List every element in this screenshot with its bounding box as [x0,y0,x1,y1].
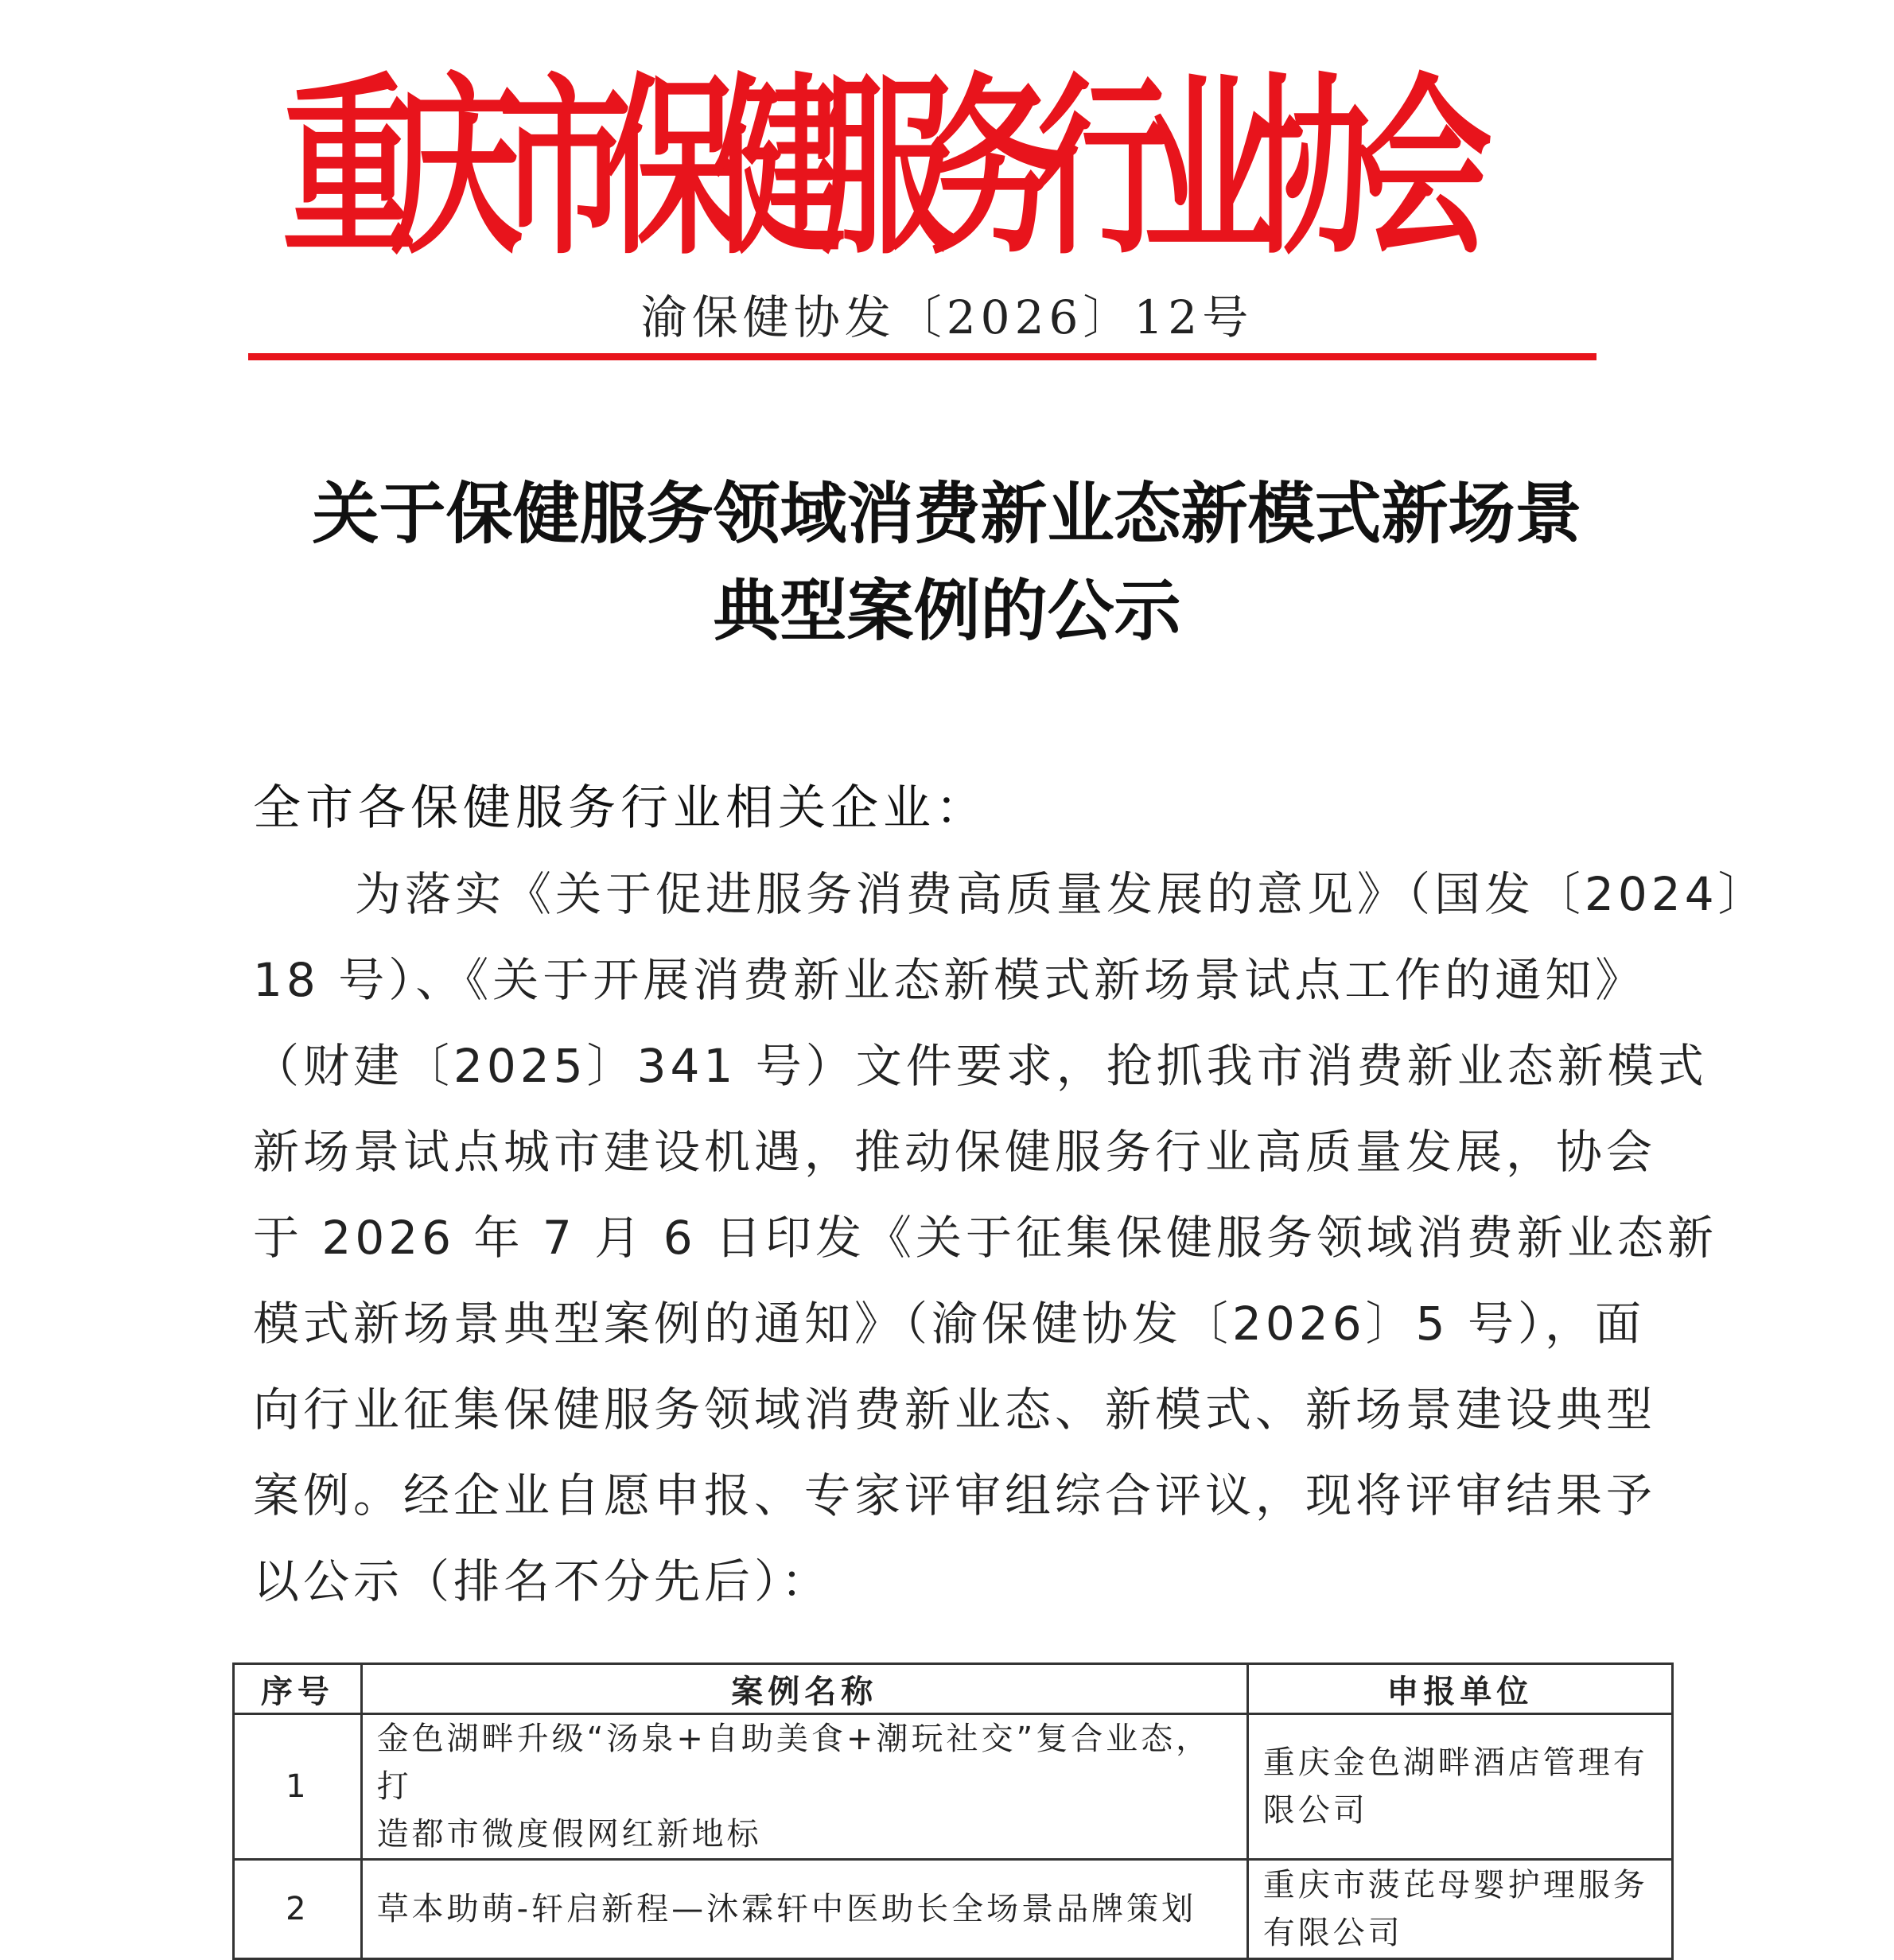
applicant-line: 重庆市菠芘母婴护理服务 [1262,1867,1648,1904]
notice-body [253,851,1768,1624]
red-divider-line [248,353,1596,360]
notice-title-line-1: 关于保健服务领域消费新业态新模式新场景 [312,474,1582,553]
row-case-name [361,1860,1247,1959]
body-line: 以公示（排名不分先后）： [253,1554,832,1608]
table-header-row [234,1664,1673,1714]
body-line: 向行业征集保健服务领域消费新业态、新模式、新场景建设典型 [253,1382,1657,1437]
row-applicant [1247,1860,1672,1959]
body-line: 为落实《关于促进服务消费高质量发展的意见》（国发〔2024〕 [355,867,1768,921]
document-number: 渝保健协发〔2026〕12号 [640,290,1254,344]
notice-title-line-2: 典型案例的公示 [713,571,1181,650]
body-line: 模式新场景典型案例的通知》（渝保健协发〔2026〕5 号），面 [253,1297,1645,1351]
table-row [234,1860,1673,1959]
org-name-banner: 重庆市保健服务行业协会 [282,57,1493,282]
applicant-line: 有限公司 [1262,1915,1403,1951]
row-index: 1 [234,1714,362,1860]
row-applicant [1247,1714,1672,1860]
applicant-line: 限公司 [1262,1792,1368,1829]
header-applicant: 申报单位 [1247,1664,1672,1714]
salutation: 全市各保健服务行业相关企业： [253,780,988,836]
row-index: 2 [234,1860,362,1959]
cases-table [232,1662,1674,1960]
header-index: 序号 [234,1664,362,1714]
case-name-line: 造都市微度假网红新地标 [376,1816,762,1853]
body-line: 18 号）、《关于开展消费新业态新模式新场景试点工作的通知》 [253,953,1646,1007]
body-line: 于 2026 年 7 月 6 日印发《关于征集保健服务领域消费新业态新 [253,1211,1718,1265]
body-line: （财建〔2025〕341 号）文件要求，抢抓我市消费新业态新模式 [253,1039,1708,1093]
table-row [234,1714,1673,1860]
body-line: 案例。经企业自愿申报、专家评审组综合评议，现将评审结果予 [253,1468,1657,1522]
body-line: 新场景试点城市建设机遇，推动保健服务行业高质量发展，协会 [253,1125,1657,1179]
case-name-line: 金色湖畔升级“汤泉+自助美食+潮玩社交”复合业态，打 [376,1721,1211,1805]
header-case-name: 案例名称 [361,1664,1247,1714]
row-case-name [361,1714,1247,1860]
applicant-line: 重庆金色湖畔酒店管理有 [1262,1744,1648,1781]
case-name-line: 草本助萌-轩启新程—沐霖轩中医助长全场景品牌策划 [376,1891,1197,1927]
notice-title [0,465,1894,659]
